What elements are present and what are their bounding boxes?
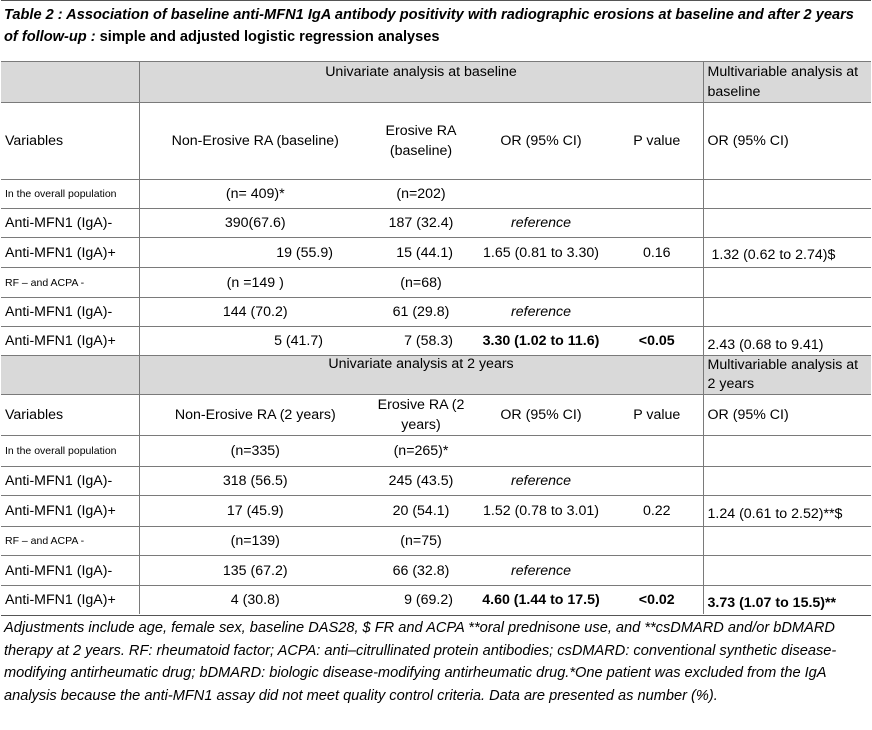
row-erosive: 9 (69.2) (371, 586, 471, 614)
row-variable: Anti-MFN1 (IgA)+ (1, 327, 139, 356)
table-top-rule (1, 0, 871, 1)
table-footnote: Adjustments include age, female sex, baseline DAS28, $ FR and ACPA **oral prednisone use, and **csDMARD and/or bDMARD therapy at 2 years. RF: rheumatoid factor; ACPA: anti–citrullinated protein antibodies; csDMARD: conventional synthetic disease-modifying antirheumatic drug; bDMARD: biologic disease-modifying antirheumatic drug.*One patient was excluded from the IgA analysis because the anti-MFN1 assay did not meet quality control criteria. Data are presented as number (%). (4, 620, 837, 704)
row-p: 0.16 (611, 238, 703, 268)
table-row (1, 467, 871, 496)
row-or: 3.30 (1.02 to 11.6) (471, 327, 611, 356)
row-p (611, 527, 703, 556)
row-erosive: (n=68) (371, 268, 471, 298)
col-variables: Variables (1, 395, 139, 436)
row-p (611, 467, 703, 496)
row-nonerosive: 390(67.6) (139, 209, 371, 238)
table-row (1, 209, 871, 238)
col-nonerosive: Non-Erosive RA (baseline) (139, 103, 371, 180)
row-p (611, 556, 703, 586)
baseline-column-headers (1, 103, 871, 180)
followup-column-headers (1, 395, 871, 436)
row-multi (703, 527, 871, 556)
row-variable: Anti-MFN1 (IgA)+ (1, 238, 139, 268)
row-multi: 1.32 (0.62 to 2.74)$ (703, 238, 871, 268)
table-row (1, 556, 871, 586)
row-erosive: 187 (32.4) (371, 209, 471, 238)
row-erosive: 15 (44.1) (371, 238, 471, 268)
row-variable: In the overall population (1, 436, 139, 467)
row-multi (703, 268, 871, 298)
table-row (1, 238, 871, 268)
col-nonerosive: Non-Erosive RA (2 years) (139, 395, 371, 436)
row-or (471, 268, 611, 298)
row-nonerosive: 4 (30.8) (139, 586, 371, 614)
row-multi (703, 209, 871, 238)
table-row (1, 298, 871, 327)
row-or (471, 180, 611, 209)
row-nonerosive: 144 (70.2) (139, 298, 371, 327)
multivariable-baseline-header: Multivariable analysis at baseline (703, 62, 871, 103)
row-erosive: 61 (29.8) (371, 298, 471, 327)
table-row (1, 268, 871, 298)
row-variable: In the overall population (1, 180, 139, 209)
table-row (1, 180, 871, 209)
row-or: 4.60 (1.44 to 17.5) (471, 586, 611, 614)
table-row (1, 327, 871, 356)
row-p (611, 436, 703, 467)
row-variable: Anti-MFN1 (IgA)+ (1, 496, 139, 527)
table-bottom-rule (1, 615, 871, 616)
table-row (1, 496, 871, 527)
row-erosive: 7 (58.3) (371, 327, 471, 356)
row-multi (703, 436, 871, 467)
followup-section-header (1, 356, 871, 395)
row-p (611, 298, 703, 327)
row-variable: RF – and ACPA - (1, 527, 139, 556)
row-erosive: (n=265)* (371, 436, 471, 467)
row-erosive: (n=75) (371, 527, 471, 556)
row-erosive: (n=202) (371, 180, 471, 209)
table-title-main: Table 2 : Association of baseline anti-MFN1 IgA antibody positivity with radiographic erosions at baseline and after 2 years of follow-up : (4, 7, 854, 45)
row-variable: RF – and ACPA - (1, 268, 139, 298)
row-or: reference (471, 298, 611, 327)
row-nonerosive: 318 (56.5) (139, 467, 371, 496)
col-p: P value (611, 103, 703, 180)
row-multi (703, 180, 871, 209)
col-multi-or: OR (95% CI) (703, 395, 871, 436)
row-multi (703, 467, 871, 496)
row-p: <0.05 (611, 327, 703, 356)
col-or: OR (95% CI) (471, 395, 611, 436)
row-or: 1.65 (0.81 to 3.30) (471, 238, 611, 268)
row-erosive: 20 (54.1) (371, 496, 471, 527)
table-row (1, 436, 871, 467)
univariate-2y-header: Univariate analysis at 2 years (139, 356, 703, 395)
row-nonerosive: 135 (67.2) (139, 556, 371, 586)
row-p (611, 209, 703, 238)
row-variable: Anti-MFN1 (IgA)- (1, 467, 139, 496)
row-or (471, 527, 611, 556)
row-nonerosive: (n =149 ) (139, 268, 371, 298)
row-p (611, 268, 703, 298)
row-multi: 2.43 (0.68 to 9.41) (703, 327, 871, 356)
multivariable-2y-header: Multivariable analysis at 2 years (703, 356, 871, 395)
row-variable: Anti-MFN1 (IgA)- (1, 298, 139, 327)
row-p: <0.02 (611, 586, 703, 614)
table-row (1, 586, 871, 614)
row-or: reference (471, 556, 611, 586)
table-row (1, 527, 871, 556)
row-erosive: 245 (43.5) (371, 467, 471, 496)
col-p: P value (611, 395, 703, 436)
row-or (471, 436, 611, 467)
row-multi: 3.73 (1.07 to 15.5)** (703, 586, 871, 614)
table-title (4, 4, 866, 48)
row-nonerosive: (n=335) (139, 436, 371, 467)
row-p (611, 180, 703, 209)
row-multi: 1.24 (0.61 to 2.52)**$ (703, 496, 871, 527)
row-variable: Anti-MFN1 (IgA)- (1, 209, 139, 238)
row-nonerosive: 17 (45.9) (139, 496, 371, 527)
results-table (1, 61, 871, 614)
col-or: OR (95% CI) (471, 103, 611, 180)
row-erosive: 66 (32.8) (371, 556, 471, 586)
row-multi (703, 556, 871, 586)
row-variable: Anti-MFN1 (IgA)+ (1, 586, 139, 614)
row-or: reference (471, 209, 611, 238)
row-nonerosive: 19 (55.9) (139, 238, 371, 268)
row-variable: Anti-MFN1 (IgA)- (1, 556, 139, 586)
col-erosive: Erosive RA (2 years) (371, 395, 471, 436)
row-nonerosive: (n= 409)* (139, 180, 371, 209)
row-nonerosive: 5 (41.7) (139, 327, 371, 356)
row-p: 0.22 (611, 496, 703, 527)
row-or: reference (471, 467, 611, 496)
row-multi (703, 298, 871, 327)
table-title-sub: simple and adjusted logistic regression analyses (95, 29, 440, 45)
baseline-section-header (1, 62, 871, 103)
col-variables: Variables (1, 103, 139, 180)
col-multi-or: OR (95% CI) (703, 103, 871, 180)
col-erosive: Erosive RA (baseline) (371, 103, 471, 180)
univariate-baseline-header: Univariate analysis at baseline (139, 62, 703, 103)
row-or: 1.52 (0.78 to 3.01) (471, 496, 611, 527)
row-nonerosive: (n=139) (139, 527, 371, 556)
